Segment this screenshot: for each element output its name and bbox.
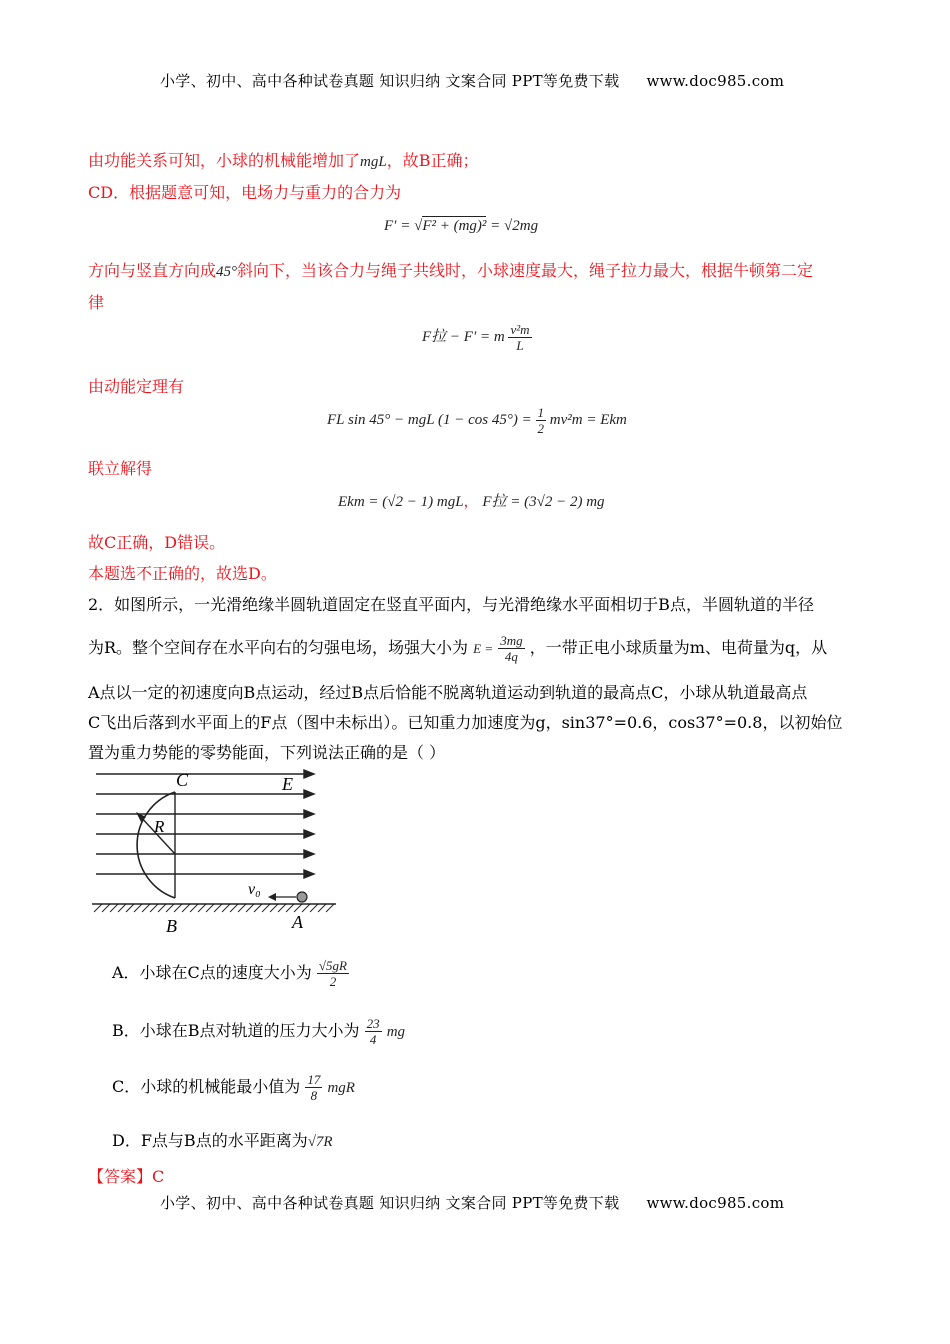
option-C: C．小球的机械能最小值为 $\frac{17}{8}$ mgR <box>112 1072 355 1103</box>
label-R: R <box>154 817 165 836</box>
footer-text: 小学、初中、高中各种试卷真题 知识归纳 文案合同 PPT等免费下载 <box>160 1194 620 1212</box>
solution-line-4: 律 <box>88 293 105 312</box>
solution-line-2: CD．根据题意可知，电场力与重力的合力为 <box>88 183 402 202</box>
label-E: E <box>282 774 293 794</box>
option-A: A．小球在C点的速度大小为 $\frac{√5gR}{2}$ <box>112 958 347 989</box>
equation-resultant-force: F′ = √F² + (mg)² = √2mg <box>384 218 539 234</box>
solution-line-8: 本题选不正确的，故选D。 <box>88 564 277 583</box>
equation-work-energy: FL sin 45° − mgL (1 − cos 45°) = $\frac{1}{2}$ mv²m = Ekm <box>327 405 627 436</box>
question-line-2: 为R。整个空间存在水平向右的匀强电场，场强大小为 E = $\frac{3mg}{4q}$ ，一带正电小球质量为m、电荷量为q，从 <box>88 633 828 664</box>
solution-line-5: 由动能定理有 <box>88 377 185 396</box>
math-mgL: mgL <box>360 154 387 170</box>
header-url: www.doc985.com <box>646 72 785 90</box>
option-B: B．小球在B点对轨道的压力大小为 $\frac{23}{4}$ mg <box>112 1016 406 1047</box>
answer-label: 【答案】C <box>88 1167 165 1186</box>
option-D: D．F点与B点的水平距离为√7R <box>112 1131 333 1150</box>
label-A: A <box>292 912 303 932</box>
label-v0: v₀ <box>248 881 261 898</box>
header-text: 小学、初中、高中各种试卷真题 知识归纳 文案合同 PPT等免费下载 <box>160 72 620 90</box>
solution-line-6: 联立解得 <box>88 459 153 478</box>
ball <box>297 892 307 902</box>
question-line-1: 2．如图所示，一光滑绝缘半圆轨道固定在竖直平面内，与光滑绝缘水平面相切于B点，半圆轨道的半径 <box>88 595 814 614</box>
question-line-5: 置为重力势能的零势能面，下列说法正确的是（ ） <box>88 743 446 762</box>
footer-url: www.doc985.com <box>646 1194 785 1212</box>
electric-field-diagram <box>88 766 348 940</box>
equation-results: Ekm = (√2 − 1) mgL， F拉 = (3√2 − 2) mg <box>338 494 605 510</box>
equation-newton-second-law: F拉 − F′ = m $\frac{\text{v²m}}{L}$ <box>422 322 530 353</box>
solution-line-3: 方向与竖直方向成45°斜向下，当该合力与绳子共线时，小球速度最大，绳子拉力最大，根据牛顿第二定 <box>88 261 814 280</box>
label-B: B <box>166 916 177 936</box>
label-C: C <box>176 770 189 790</box>
ground-hatching <box>94 904 334 912</box>
solution-line-1: 由功能关系可知，小球的机械能增加了mgL，故B正确； <box>88 151 479 170</box>
question-line-3: A点以一定的初速度向B点运动，经过B点后恰能不脱离轨道运动到轨道的最高点C，小球从轨道最高点 <box>88 683 808 702</box>
page-footer <box>160 1192 784 1213</box>
velocity-arrowhead <box>268 893 276 901</box>
page-header <box>160 70 784 91</box>
semicircle-track <box>137 792 175 898</box>
solution-line-7: 故C正确，D错误。 <box>88 533 226 552</box>
question-line-4: C飞出后落到水平面上的F点（图中未标出）。已知重力加速度为g，sin37°=0.6，cos37°=0.8，以初始位 <box>88 713 843 732</box>
